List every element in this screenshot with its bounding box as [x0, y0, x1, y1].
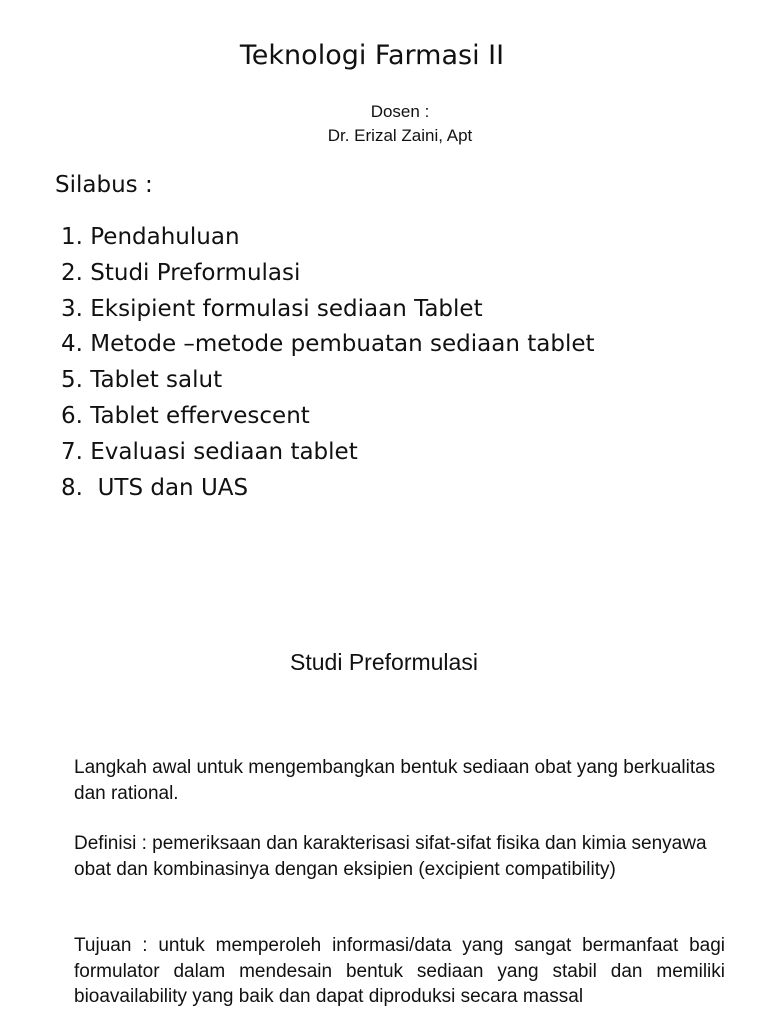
slide-title: Studi Preformulasi — [290, 649, 478, 675]
syllabus-item: 3. Eksipient formulasi sediaan Tablet — [61, 295, 483, 322]
lecturer-block — [300, 100, 500, 148]
lecturer-label: Dosen : — [370, 102, 430, 121]
syllabus-item: 1. Pendahuluan — [61, 224, 240, 250]
syllabus-list — [61, 220, 595, 506]
syllabus-item: 8. UTS dan UAS — [61, 474, 249, 501]
lecturer-name: Dr. Erizal Zaini, Apt — [327, 126, 473, 145]
syllabus-item: 7. Evaluasi sediaan tablet — [61, 438, 358, 465]
intro-paragraph: Langkah awal untuk mengembangkan bentuk sediaan obat yang berkualitas dan rational. — [74, 757, 716, 804]
goal-paragraph: Tujuan : untuk memperoleh informasi/data yang sangat bermanfaat bagi formulator dalam mendesain bentuk sediaan yang stabil dan memiliki bioavailability yang baik dan dapat diproduksi secara massal — [74, 935, 725, 1007]
syllabus-item: 5. Tablet salut — [61, 367, 223, 394]
syllabus-item: 4. Metode –metode pembuatan sediaan tablet — [61, 331, 595, 358]
syllabus-item: 6. Tablet effervescent — [61, 402, 310, 429]
course-title: Teknologi Farmasi II — [239, 40, 505, 71]
syllabus-heading: Silabus : — [55, 172, 153, 198]
definition-paragraph: Definisi : pemeriksaan dan karakterisasi sifat-sifat fisika dan kimia senyawa obat dan kombinasinya dengan eksipien (excipient compatibility) — [74, 833, 707, 880]
syllabus-item: 2. Studi Preformulasi — [61, 259, 301, 286]
slide-preformulation — [0, 560, 768, 1024]
